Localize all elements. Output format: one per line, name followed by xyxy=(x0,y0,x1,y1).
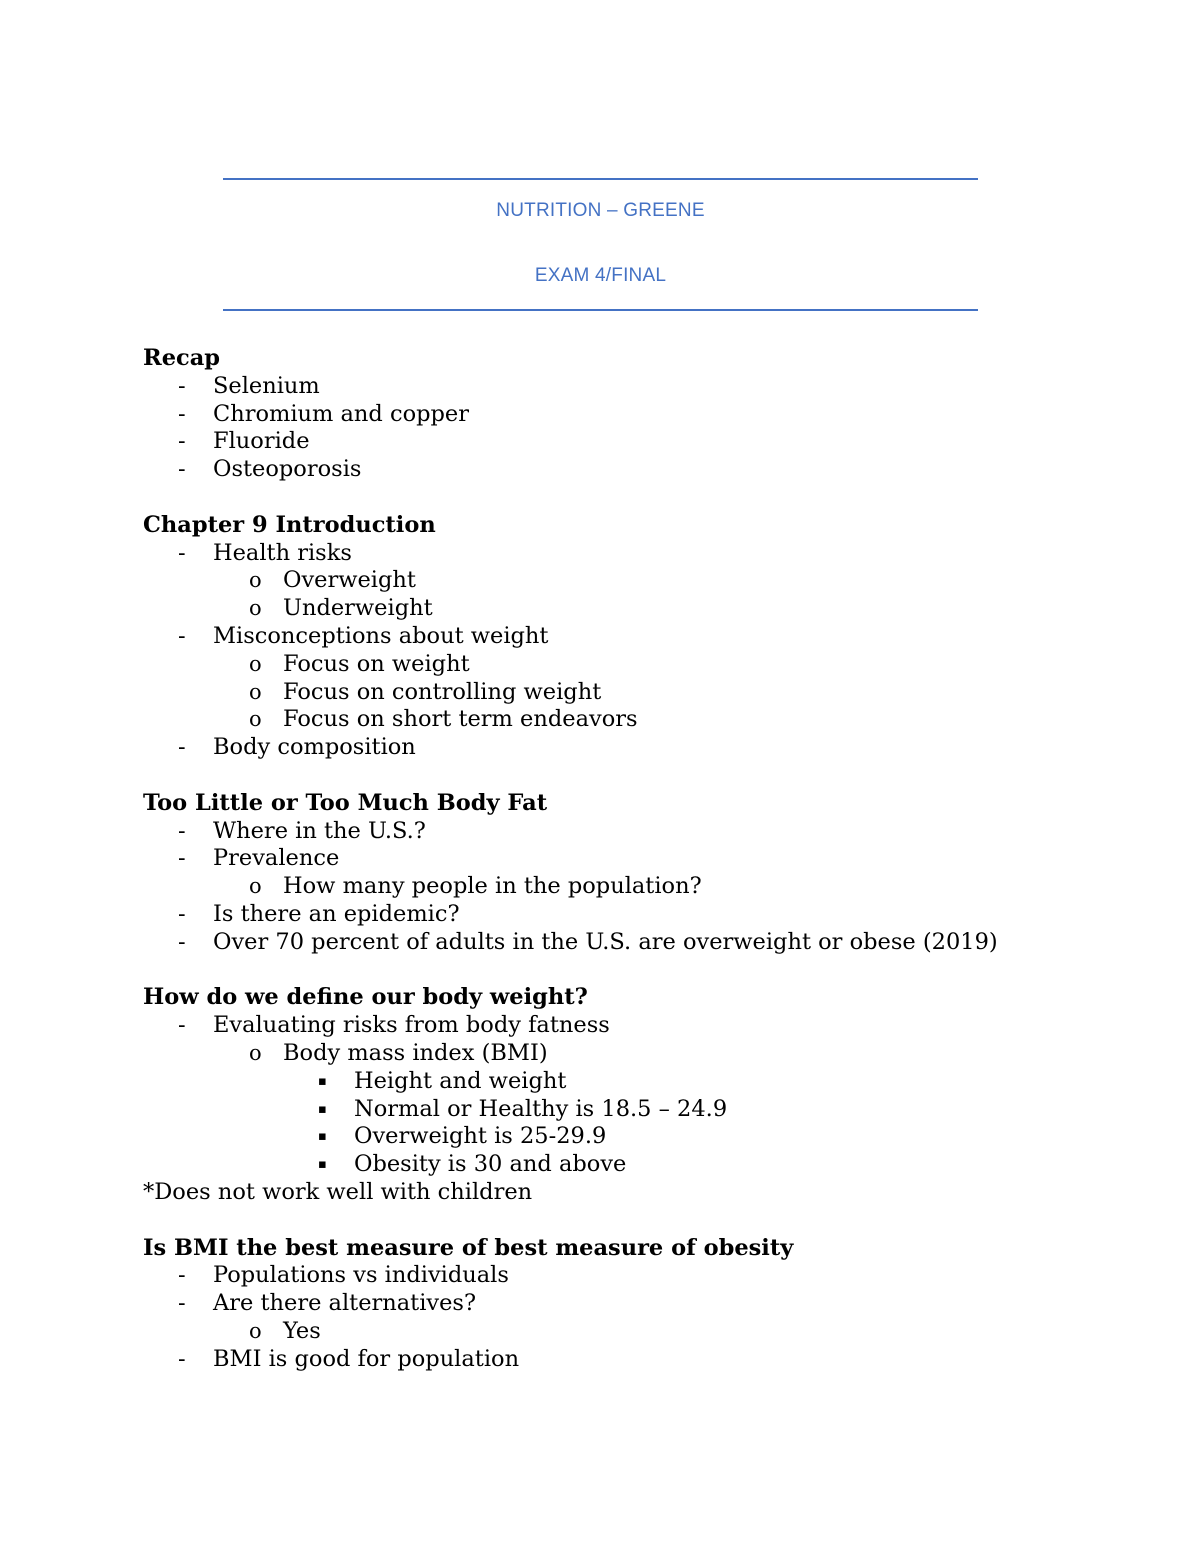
sub-list-item-text: Yes xyxy=(283,1317,321,1344)
list-item-text: Body composition xyxy=(213,734,416,761)
square-bullet: ▪ xyxy=(318,1101,327,1117)
dash-bullet: - xyxy=(178,900,186,927)
sub-sub-list-item xyxy=(143,1123,1143,1151)
bullet-list xyxy=(143,1012,1143,1179)
sub-sub-list-item xyxy=(143,1151,1143,1179)
list-item xyxy=(143,373,1143,401)
square-bullet: ▪ xyxy=(318,1073,327,1089)
sub-list-item-text: Overweight xyxy=(283,567,416,594)
section-heading: How do we define our body weight? xyxy=(143,984,588,1011)
sub-sub-list-item-text: Normal or Healthy is 18.5 – 24.9 xyxy=(354,1095,728,1122)
list-item xyxy=(143,456,1143,484)
circle-bullet: o xyxy=(249,568,262,593)
square-bullet: ▪ xyxy=(318,1129,327,1145)
sub-sub-list-item-text: Obesity is 30 and above xyxy=(354,1151,627,1178)
section-chapter-9-introduction xyxy=(143,512,1143,762)
sub-list-item-text: Underweight xyxy=(283,595,433,622)
section-body-fat xyxy=(143,790,1143,957)
list-item-text: Fluoride xyxy=(213,428,310,455)
section-recap xyxy=(143,345,1143,484)
sub-sub-list-item xyxy=(143,1096,1143,1124)
sub-list-item-text: Focus on weight xyxy=(283,650,470,677)
list-item-text: Where in the U.S.? xyxy=(213,817,426,844)
sub-list-item-text: Body mass index (BMI) xyxy=(283,1039,548,1066)
list-item-text: Health risks xyxy=(213,539,352,566)
sub-list-item-text: Focus on controlling weight xyxy=(283,678,602,705)
bullet-list xyxy=(143,540,1143,762)
exam-title: EXAM 4/FINAL xyxy=(534,265,667,286)
circle-bullet: o xyxy=(249,707,262,732)
list-item-text: Osteoporosis xyxy=(213,456,362,483)
list-item xyxy=(143,1346,1143,1374)
list-item xyxy=(143,401,1143,429)
square-bullet: ▪ xyxy=(318,1157,327,1173)
section-heading: Recap xyxy=(143,345,221,371)
bullet-list xyxy=(143,1262,1143,1373)
list-item xyxy=(143,1290,1143,1318)
section-heading: Chapter 9 Introduction xyxy=(143,511,436,538)
footnote: *Does not work well with children xyxy=(143,1178,533,1205)
dash-bullet: - xyxy=(178,845,186,872)
sub-list-item-text: Focus on short term endeavors xyxy=(283,706,638,733)
section-bmi-best-measure xyxy=(143,1235,1143,1374)
dash-bullet: - xyxy=(178,928,186,955)
sub-sub-list-item xyxy=(143,1068,1143,1096)
list-item-text: Chromium and copper xyxy=(213,400,470,427)
dash-bullet: - xyxy=(178,400,186,427)
list-item xyxy=(143,540,1143,568)
sub-list-item xyxy=(143,567,1143,595)
dash-bullet: - xyxy=(178,622,186,649)
list-item xyxy=(143,428,1143,456)
list-item-text: Misconceptions about weight xyxy=(213,622,549,649)
list-item xyxy=(143,901,1143,929)
header-top-rule xyxy=(223,178,978,180)
dash-bullet: - xyxy=(178,1262,186,1289)
section-heading: Too Little or Too Much Body Fat xyxy=(143,789,548,816)
dash-bullet: - xyxy=(178,1290,186,1317)
list-item-text: Selenium xyxy=(213,372,320,399)
list-item-text: Evaluating risks from body fatness xyxy=(213,1012,610,1039)
sub-list-item xyxy=(143,1040,1143,1068)
header-bottom-rule xyxy=(223,309,978,311)
list-item xyxy=(143,929,1143,957)
dash-bullet: - xyxy=(178,456,186,483)
list-item xyxy=(143,734,1143,762)
sub-list-item xyxy=(143,595,1143,623)
section-define-body-weight xyxy=(143,984,1143,1206)
bullet-list xyxy=(143,818,1143,957)
notes-body xyxy=(143,345,1143,1401)
circle-bullet: o xyxy=(249,874,262,899)
sub-list-item xyxy=(143,873,1143,901)
dash-bullet: - xyxy=(178,734,186,761)
sub-sub-list-item-text: Overweight is 25-29.9 xyxy=(354,1123,607,1150)
list-item-text: Is there an epidemic? xyxy=(213,900,460,927)
sub-list-item xyxy=(143,651,1143,679)
sub-sub-list-item-text: Height and weight xyxy=(354,1067,567,1094)
list-item-text: Populations vs individuals xyxy=(213,1262,509,1289)
list-item xyxy=(143,1012,1143,1040)
list-item-text: Over 70 percent of adults in the U.S. are overweight or obese (2019) xyxy=(213,928,998,955)
dash-bullet: - xyxy=(178,372,186,399)
dash-bullet: - xyxy=(178,817,186,844)
list-item-text: Are there alternatives? xyxy=(213,1290,477,1317)
dash-bullet: - xyxy=(178,1012,186,1039)
sub-list-item xyxy=(143,679,1143,707)
section-heading: Is BMI the best measure of best measure of obesity xyxy=(143,1234,794,1261)
sub-list-item-text: How many people in the population? xyxy=(283,873,702,900)
circle-bullet: o xyxy=(249,651,262,676)
dash-bullet: - xyxy=(178,1345,186,1372)
circle-bullet: o xyxy=(249,1040,262,1065)
list-item xyxy=(143,818,1143,846)
course-title: NUTRITION – GREENE xyxy=(496,200,705,221)
list-item xyxy=(143,1262,1143,1290)
circle-bullet: o xyxy=(249,596,262,621)
dash-bullet: - xyxy=(178,428,186,455)
bullet-list xyxy=(143,373,1143,484)
list-item-text: Prevalence xyxy=(213,845,340,872)
list-item xyxy=(143,623,1143,651)
list-item xyxy=(143,845,1143,873)
list-item-text: BMI is good for population xyxy=(213,1345,520,1372)
circle-bullet: o xyxy=(249,679,262,704)
circle-bullet: o xyxy=(249,1318,262,1343)
dash-bullet: - xyxy=(178,539,186,566)
sub-list-item xyxy=(143,1318,1143,1346)
sub-list-item xyxy=(143,706,1143,734)
